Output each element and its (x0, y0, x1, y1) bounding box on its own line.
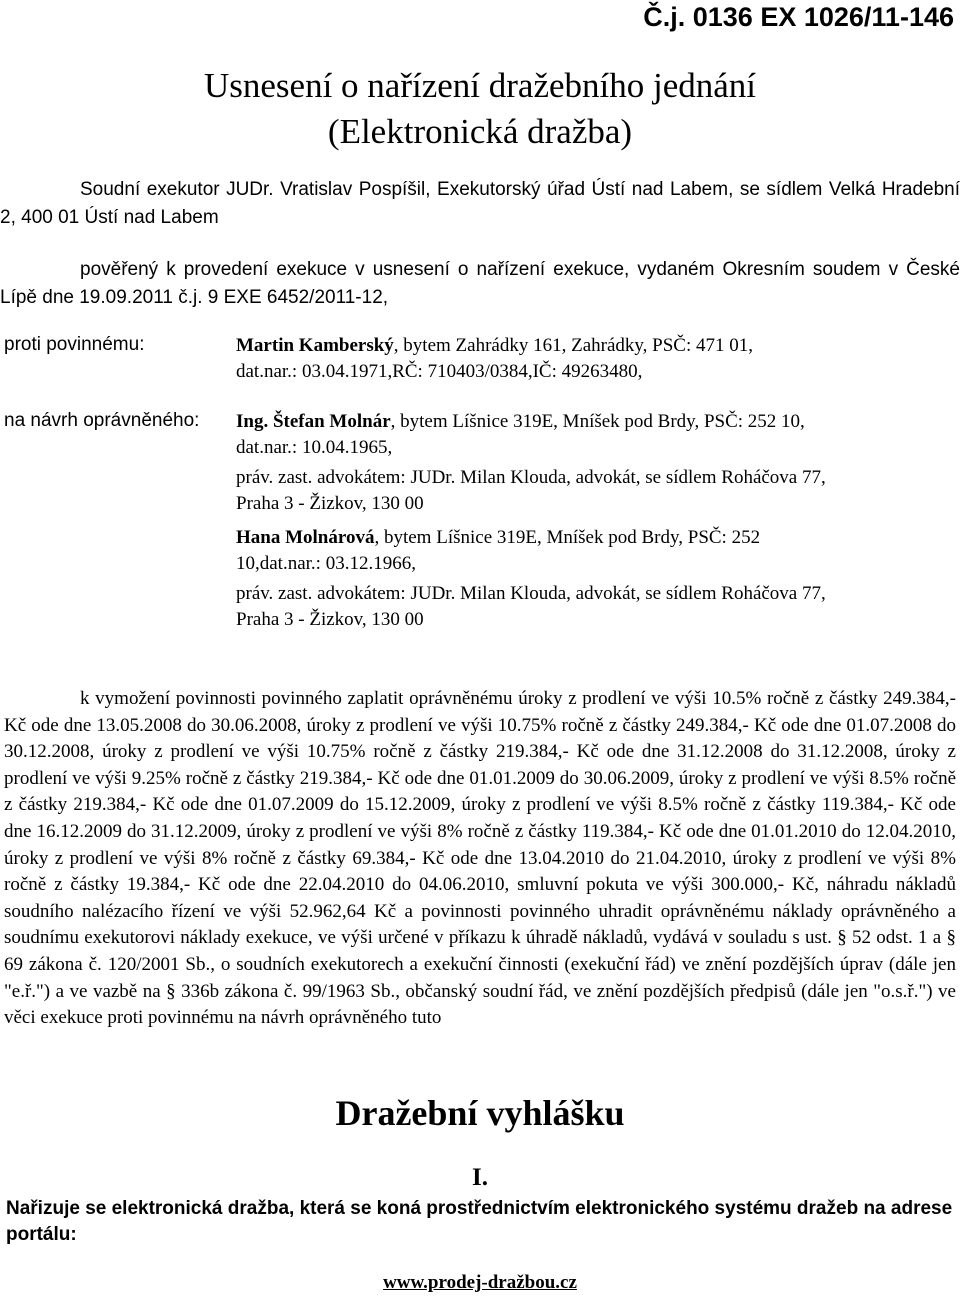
creditor2-address: , bytem Líšnice 319E, Mníšek pod Brdy, PSČ: 252 (374, 527, 761, 548)
debtor-label: proti povinnému: (4, 334, 145, 355)
enforcement-paragraph: k vymožení povinnosti povinného zaplatit oprávněnému úroky z prodlení ve výši 10.5% ročně z částky 249.384,- Kč ode dne 13.05.2008 do 30.06.2008, úroky z prodlení ve výši 10.75% ročně z částky 249.384,- Kč ode dne 01.07.2008 do 30.12.2008, úroky z prodlení ve výši 10.75% ročně z částky 219.384,- Kč ode dne 31.12.2008 do 31.12.2008, úroky z prodlení ve výši 9.25% ročně z částky 219.384,- Kč ode dne 01.01.2009 do 30.06.2009, úroky z prodlení ve výši 8.5% ročně z částky 219.384,- Kč ode dne 01.07.2009 do 15.12.2009, úroky z prodlení ve výši 8.5% ročně z částky 119.384,- Kč ode dne 16.12.2009 do 31.12.2009, úroky z prodlení ve výši 8% ročně z částky 119.384,- Kč ode dne 01.01.2010 do 12.04.2010, úroky z prodlení ve výši 8% ročně z částky 69.384,- Kč ode dne 13.04.2010 do 21.04.2010, úroky z prodlení ve výši 8% ročně z částky 19.384,- Kč ode dne 22.04.2010 do 04.06.2010, smluvní pokuta ve výši 300.000,- Kč, náhradu nákladů soudního nalézacího řízení ve výši 52.962,64 Kč a povinnosti povinného uhradit oprávněnému náklady oprávněného a soudnímu exekutorovi náklady exekuce, ve výši určené v příkazu k úhradě nákladů, vydává v souladu s ust. § 52 odst. 1 a § 69 zákona č. 120/2001 Sb., o soudních exekutorech a exekuční činnosti (exekuční řád) ve znění pozdějších úprav (dále jen "e.ř.") a ve vazbě na § 336b zákona č. 99/1963 Sb., občanský soudní řád, ve znění pozdějších předpisů (dále jen "o.s.ř.") ve věci exekuce proti povinnému na návrh oprávněného tuto (4, 688, 956, 1029)
creditor1-rep1: práv. zast. advokátem: JUDr. Milan Klouda, advokát, se sídlem Roháčova 77, (236, 467, 826, 488)
creditor1-name: Ing. Štefan Molnár (236, 411, 391, 432)
section-number: I. (472, 1164, 488, 1191)
portal-link[interactable]: www.prodej-dražbou.cz (383, 1272, 577, 1293)
creditor-label: na návrh oprávněného: (4, 410, 200, 431)
creditor2-birth: 10,dat.nar.: 03.12.1966, (236, 553, 416, 574)
auction-order: Nařizuje se elektronická dražba, která se koná prostřednictvím elektronického systému dražeb na adrese portálu: (6, 1198, 953, 1245)
creditor2-rep1: práv. zast. advokátem: JUDr. Milan Klouda, advokát, se sídlem Roháčova 77, (236, 583, 826, 604)
creditor1-line (236, 409, 956, 435)
creditors-block (236, 409, 956, 633)
auction-heading: Dražební vyhlášku (335, 1093, 625, 1133)
debtor-line (236, 333, 956, 359)
creditor2-name: Hana Molnárová (236, 527, 375, 548)
debtor-block (236, 333, 956, 385)
creditor1-address: , bytem Líšnice 319E, Mníšek pod Brdy, PSČ: 252 10, (390, 411, 805, 432)
document-number: Č.j. 0136 EX 1026/11-146 (643, 2, 954, 32)
creditor2-line (236, 525, 956, 551)
debtor-name: Martin Kamberský (236, 335, 394, 356)
intro-executor: Soudní exekutor JUDr. Vratislav Pospíšil, Exekutorský úřad Ústí nad Labem, se sídlem Velká Hradební 2, 400 01 Ústí nad Labem (0, 179, 960, 228)
intro-mandate: pověřený k provedení exekuce v usnesení o nařízení exekuce, vydaném Okresním soudem v České Lípě dne 19.09.2011 č.j. 9 EXE 6452/2011-12, (0, 259, 960, 308)
creditor1-birth: dat.nar.: 10.04.1965, (236, 437, 393, 458)
debtor-address: , bytem Zahrádky 161, Zahrádky, PSČ: 471 01, (393, 335, 753, 356)
document-subtitle: (Elektronická dražba) (327, 112, 633, 151)
debtor-details: dat.nar.: 03.04.1971,RČ: 710403/0384,IČ: 49263480, (236, 361, 643, 382)
creditor1-rep2: Praha 3 - Žizkov, 130 00 (236, 493, 424, 514)
creditor2-rep2: Praha 3 - Žizkov, 130 00 (236, 609, 424, 630)
document-title: Usnesení o nařízení dražebního jednání (203, 66, 757, 105)
